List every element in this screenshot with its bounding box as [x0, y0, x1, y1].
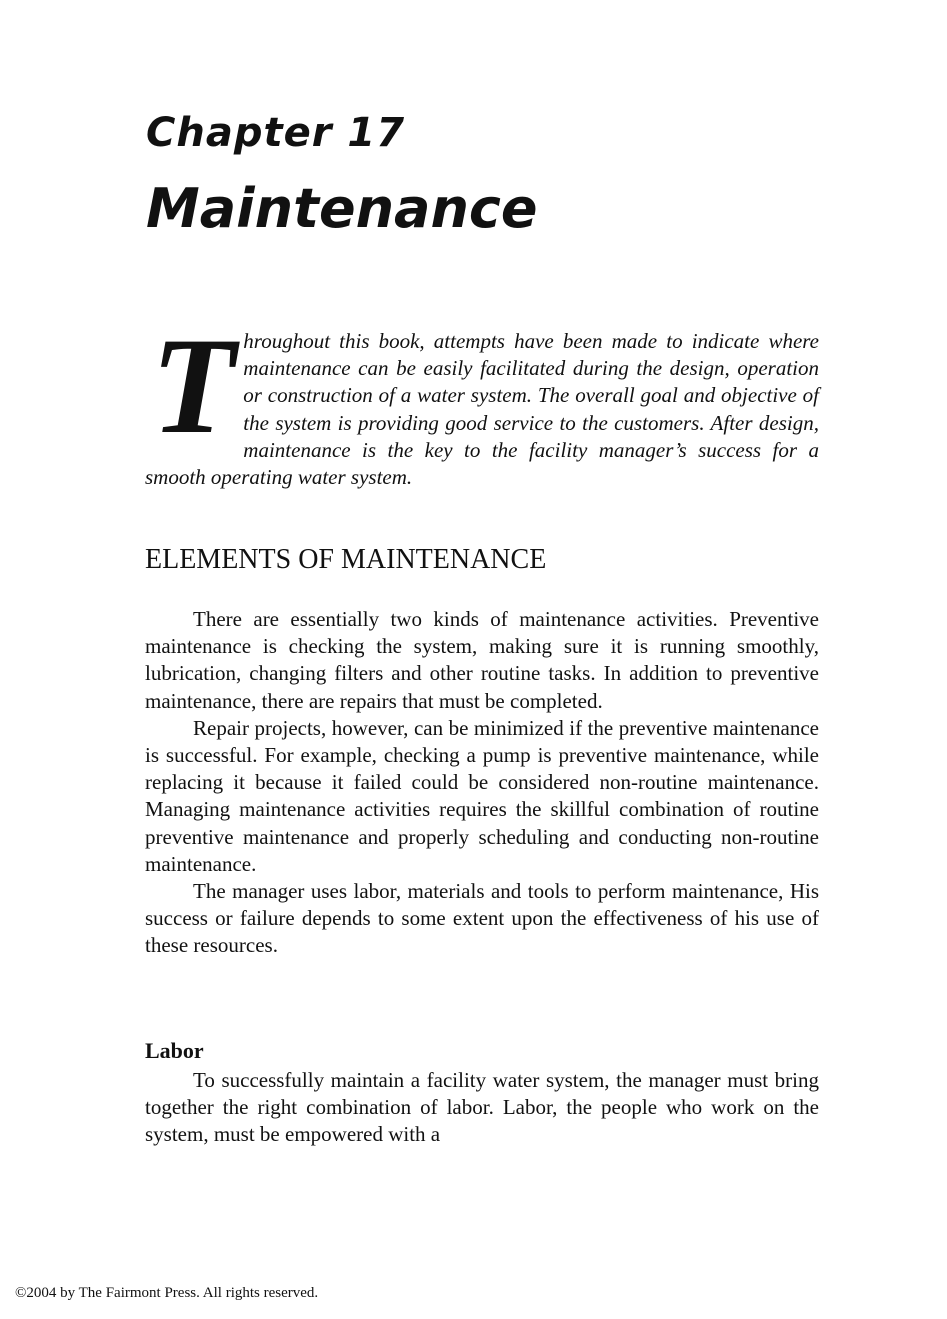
paragraph: There are essentially two kinds of maintenance activities. Preventive maintenance is checking the system, making sure it is running smoothly, lubrication, changing filters and other routine tasks. In addition to preventive maintenance, there are repairs that must be completed. [145, 607, 819, 713]
chapter-title: Maintenance [146, 177, 538, 240]
chapter-number: Chapter 17 [146, 110, 406, 156]
paragraph: Repair projects, however, can be minimized if the preventive maintenance is successful. For example, checking a pump is preventive maintenance, while replacing it because it failed could be considered non-routine maintenance. Managing maintenance activities requires the skillful combination of routine preventive maintenance and properly scheduling and conducting non-routine maintenance. [145, 715, 819, 876]
intro-paragraph [145, 309, 819, 491]
section-heading-elements: ELEMENTS OF MAINTENANCE [145, 544, 547, 575]
copyright-footer: ©2004 by The Fairmont Press. All rights reserved. [15, 1285, 319, 1301]
subheading-labor: Labor [145, 1038, 204, 1063]
paragraph: The manager uses labor, materials and tools to perform maintenance, His success or failure depends to some extent upon the effectiveness of his use of these resources. [145, 879, 819, 958]
elements-body [145, 606, 819, 960]
paragraph: To successfully maintain a facility water system, the manager must bring together the right combination of labor. Labor, the people who work on the system, must be empowered with a [145, 1068, 819, 1147]
intro-text: hroughout this book, attempts have been made to indicate where maintenance can be easily facilitated during the design, operation or construction of a water system. The overall goal and objective of the system is providing good service to the customers. After design, maintenance is the key to the facility manager’s success for a smooth operating water system. [145, 329, 819, 490]
drop-cap: T [151, 309, 236, 462]
labor-body [145, 1067, 819, 1149]
